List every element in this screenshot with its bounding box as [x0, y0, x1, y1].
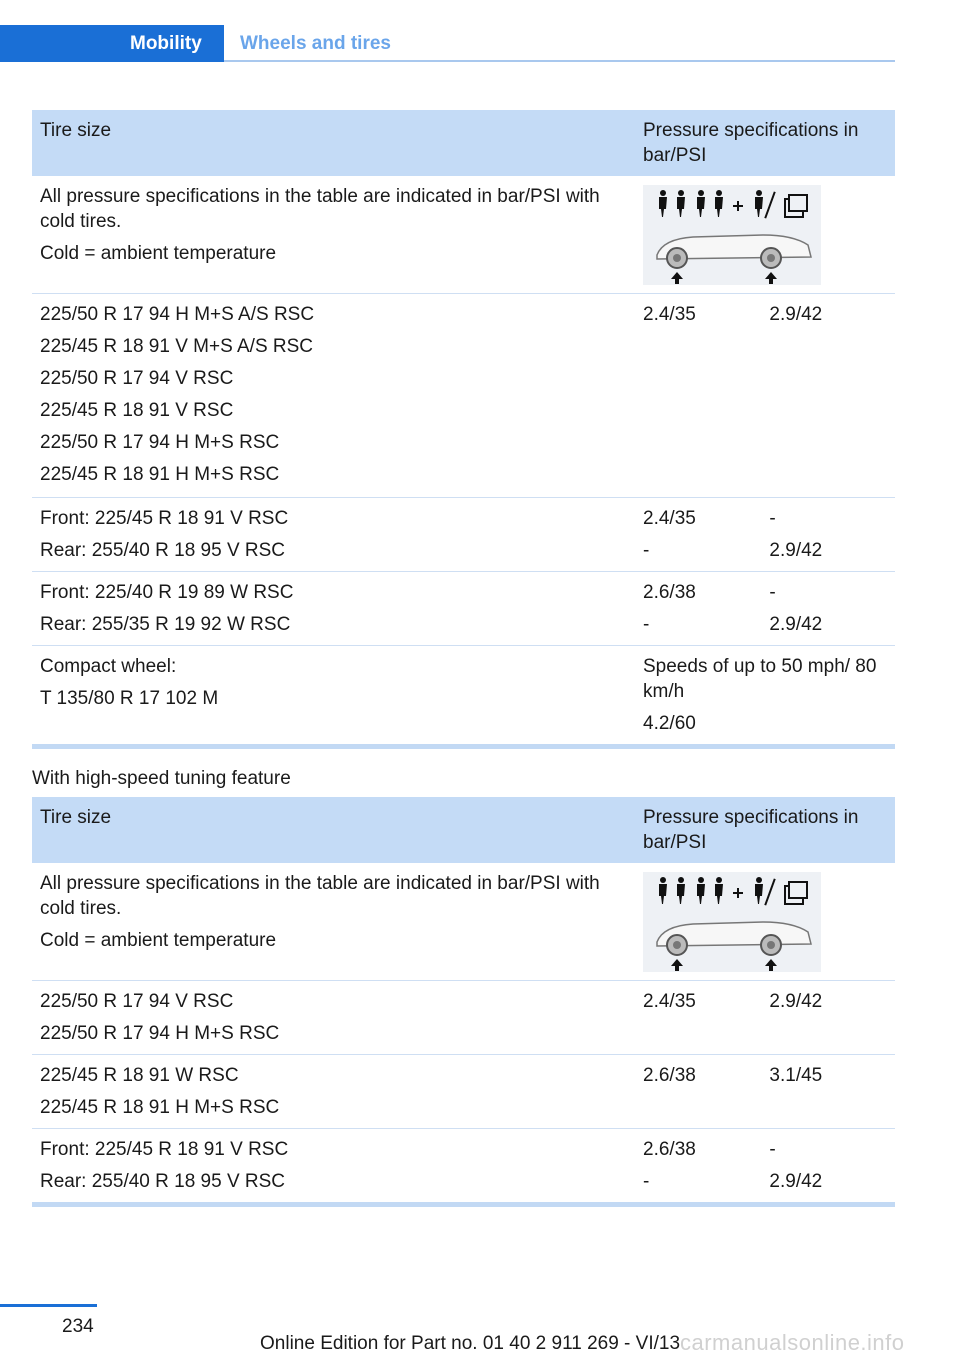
cold-tires-note: All pressure specifications in the table are indicated in bar/PSI with cold tires. [40, 186, 600, 232]
pressure-table-standard [32, 110, 895, 749]
pressure-full-load: - [769, 1139, 776, 1160]
high-speed-tuning-caption: With high-speed tuning feature [32, 768, 291, 789]
tire-size-value: 225/50 R 17 94 V RSC [40, 368, 234, 389]
table-row [32, 294, 895, 498]
tire-size-value: 225/45 R 18 91 H M+S RSC [40, 464, 280, 485]
pressure-full-load: 3.1/45 [769, 1065, 823, 1086]
tire-size-front: Front: 225/45 R 18 91 V RSC [40, 508, 289, 529]
page-header [0, 25, 895, 62]
table-row [32, 1055, 895, 1129]
header-rule [224, 60, 895, 62]
table-note-row [32, 863, 895, 981]
pressure-full-load: 2.9/42 [769, 304, 823, 325]
page-number: 234 [62, 1316, 94, 1337]
pressure-normal-load: - [643, 540, 650, 561]
column-header-pressure: Pressure specifications in bar/PSI [643, 807, 859, 853]
vehicle-load-diagram-icon [643, 185, 821, 285]
column-header-tire-size: Tire size [40, 807, 112, 828]
pressure-full-load: 2.9/42 [769, 991, 823, 1012]
pressure-normal-load: 2.6/38 [643, 1139, 696, 1160]
footer-rule [0, 1304, 97, 1307]
tire-size-rear: Rear: 255/35 R 19 92 W RSC [40, 614, 291, 635]
table-note-row [32, 176, 895, 294]
pressure-normal-load: 2.6/38 [643, 1065, 696, 1086]
tire-size-value: 225/50 R 17 94 V RSC [40, 991, 234, 1012]
tire-size-value: 225/45 R 18 91 V RSC [40, 400, 234, 421]
compact-wheel-label: Compact wheel: [40, 656, 177, 677]
pressure-normal-load: 2.4/35 [643, 304, 696, 325]
table-row-compact-wheel [32, 646, 895, 749]
load-pictogram-icon [643, 185, 821, 285]
pressure-full-load: 2.9/42 [769, 614, 823, 635]
column-header-tire-size: Tire size [40, 120, 112, 141]
pressure-full-load: - [769, 508, 776, 529]
pressure-full-load: 2.9/42 [769, 540, 823, 561]
tire-size-front: Front: 225/45 R 18 91 V RSC [40, 1139, 289, 1160]
pressure-normal-load: - [643, 1171, 650, 1192]
pressure-normal-load: - [643, 614, 650, 635]
vehicle-load-diagram-icon [643, 872, 821, 972]
compact-wheel-pressure: 4.2/60 [643, 713, 696, 734]
header-chapter-wheels-and-tires[interactable]: Wheels and tires [240, 33, 391, 54]
pressure-table-high-speed [32, 797, 895, 1207]
tire-size-value: 225/50 R 17 94 H M+S RSC [40, 432, 280, 453]
column-header-pressure: Pressure specifications in bar/PSI [643, 120, 859, 166]
table-row [32, 498, 895, 572]
compact-wheel-size: T 135/80 R 17 102 M [40, 688, 219, 709]
online-edition-text: Online Edition for Part no. 01 40 2 911 269 - VI/13 [260, 1333, 681, 1354]
cold-tires-note: All pressure specifications in the table are indicated in bar/PSI with cold tires. [40, 873, 600, 919]
pressure-normal-load: 2.4/35 [643, 991, 696, 1012]
table-header-row [32, 110, 895, 176]
pressure-full-load: - [769, 582, 776, 603]
tire-size-value: 225/45 R 18 91 V M+S A/S RSC [40, 336, 314, 357]
pressure-normal-load: 2.4/35 [643, 508, 696, 529]
compact-wheel-speed-limit: Speeds of up to 50 mph/ 80 km/h [643, 656, 877, 702]
table-header-row [32, 797, 895, 863]
tire-size-value: 225/50 R 17 94 H M+S RSC [40, 1023, 280, 1044]
table-row [32, 1129, 895, 1207]
load-pictogram-icon [643, 872, 821, 972]
table-row [32, 981, 895, 1055]
table-row [32, 572, 895, 646]
pressure-normal-load: 2.6/38 [643, 582, 696, 603]
tire-size-rear: Rear: 255/40 R 18 95 V RSC [40, 540, 286, 561]
tire-size-value: 225/45 R 18 91 H M+S RSC [40, 1097, 280, 1118]
tire-size-front: Front: 225/40 R 19 89 W RSC [40, 582, 294, 603]
tire-size-value: 225/45 R 18 91 W RSC [40, 1065, 239, 1086]
cold-ambient-note: Cold = ambient temperature [40, 243, 277, 264]
cold-ambient-note: Cold = ambient temperature [40, 930, 277, 951]
tire-size-rear: Rear: 255/40 R 18 95 V RSC [40, 1171, 286, 1192]
header-section-mobility[interactable]: Mobility [130, 33, 202, 54]
tire-size-value: 225/50 R 17 94 H M+S A/S RSC [40, 304, 315, 325]
watermark: carmanualsonline.info [680, 1330, 905, 1355]
pressure-full-load: 2.9/42 [769, 1171, 823, 1192]
